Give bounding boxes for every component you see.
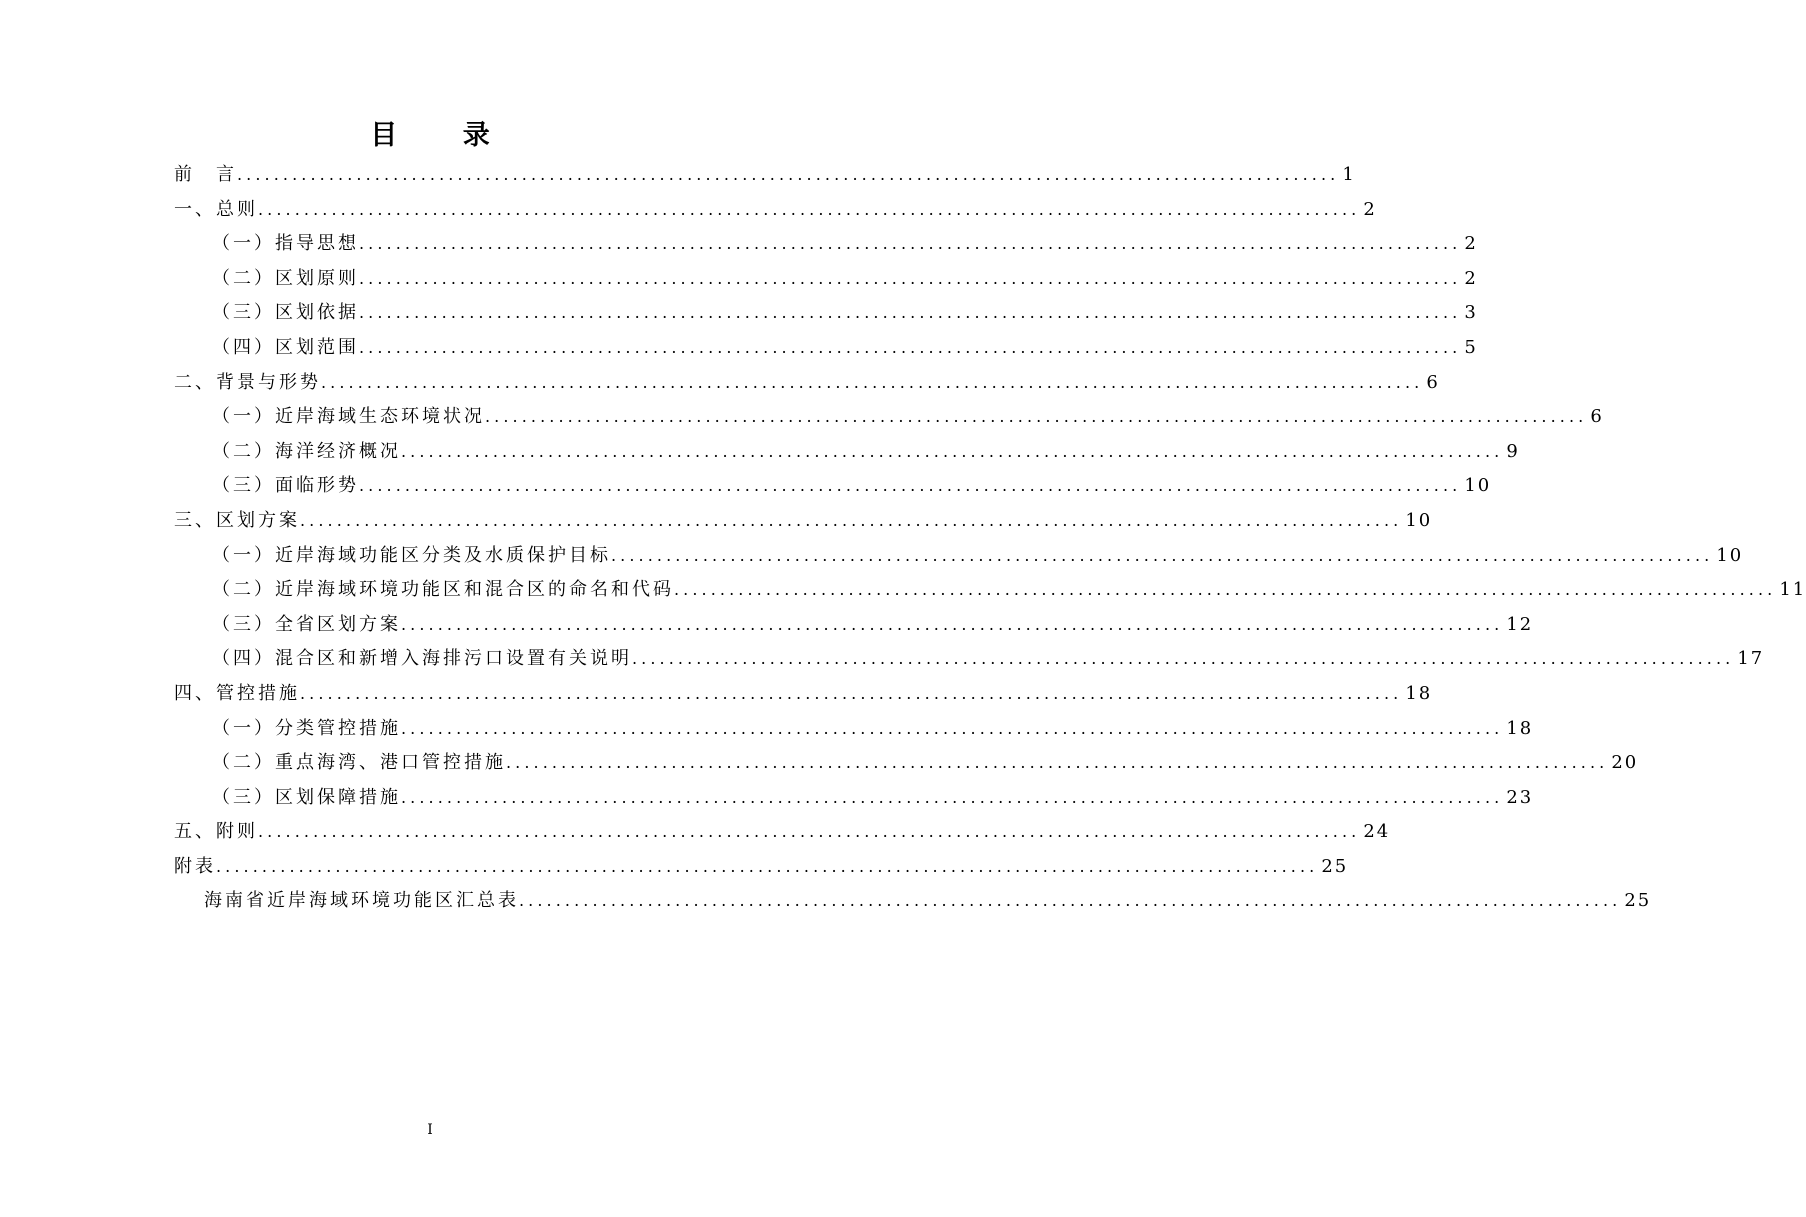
toc-entry-label: 四、管控措施 [174,682,300,704]
toc-entry[interactable] [174,469,1492,504]
toc-entry-label: （三）面临形势 [212,475,359,497]
toc-entry[interactable] [174,608,1534,643]
toc-entry-page: 2 [1464,233,1478,255]
dot-leader: ........................................................................................................................ [401,787,1504,807]
toc-entry-label: （一）指导思想 [212,233,359,255]
dot-leader: ........................................................................................................................ [300,510,1403,530]
toc-entry-page: 6 [1590,406,1604,428]
toc-entry[interactable] [174,712,1534,747]
toc-entry[interactable] [174,366,1440,401]
toc-entry-label: 附表 [174,855,216,877]
toc-entry[interactable] [174,746,1639,781]
toc-entry[interactable] [174,781,1534,816]
dot-leader: ........................................................................................................................ [216,856,1319,876]
toc-entry-page: 10 [1464,475,1492,497]
toc-entry-label: （一）分类管控措施 [212,717,401,739]
toc-entry[interactable] [174,435,1520,470]
toc-entry-page: 25 [1624,890,1652,912]
toc-entry[interactable] [174,227,1478,262]
dot-leader: ........................................................................................................................ [401,614,1504,634]
dot-leader: ........................................................................................................................ [485,407,1588,427]
toc-entry-page: 11 [1779,579,1806,601]
toc-entry[interactable] [174,193,1377,228]
dot-leader: ........................................................................................................................ [321,372,1424,392]
toc-entry-page: 18 [1506,717,1534,739]
toc-entry[interactable] [174,884,1652,919]
toc-entry-page: 2 [1464,267,1478,289]
dot-leader: ........................................................................................................................ [611,545,1714,565]
toc-entry-page: 2 [1363,198,1377,220]
dot-leader: ........................................................................................................................ [300,683,1403,703]
toc-entry-label: （四）混合区和新增入海排污口设置有关说明 [212,648,632,670]
toc-entry-label: 二、背景与形势 [174,371,321,393]
toc-entry[interactable] [174,815,1391,850]
dot-leader: ........................................................................................................................ [359,234,1462,254]
dot-leader: ........................................................................................................................ [237,165,1340,184]
toc-entry-label: （二）海洋经济概况 [212,440,401,462]
toc-entry-page: 23 [1506,786,1534,808]
toc-entry-label: （三）全省区划方案 [212,613,401,635]
dot-leader: ........................................................................................................................ [506,753,1609,773]
toc-entry-label: （三）区划依据 [212,302,359,324]
toc-entry-page: 24 [1363,821,1391,843]
toc-entry-label: （一）近岸海域功能区分类及水质保护目标 [212,544,611,566]
toc-entry-page: 6 [1426,371,1440,393]
toc-entry[interactable] [174,504,1433,539]
toc-entry[interactable] [174,296,1478,331]
dot-leader: ........................................................................................................................ [401,718,1504,738]
toc-entry[interactable] [174,262,1478,297]
toc-title: 目 录 [370,120,518,151]
toc-entry-label: （二）近岸海域环境功能区和混合区的命名和代码 [212,579,674,601]
toc-entry-label: 一、总则 [174,198,258,220]
dot-leader: ........................................................................................................................ [359,268,1462,288]
dot-leader: ........................................................................................................................ [258,199,1361,219]
toc-entry[interactable] [174,850,1349,885]
toc-entry-page: 20 [1611,752,1639,774]
toc-entry-page: 17 [1737,648,1765,670]
toc-entry-label: （二）区划原则 [212,267,359,289]
toc-entry[interactable] [174,677,1433,712]
toc-entry-page: 25 [1321,855,1349,877]
dot-leader: ........................................................................................................................ [632,649,1735,669]
toc-entry[interactable] [174,539,1744,574]
toc-entry[interactable] [174,331,1478,366]
dot-leader: ........................................................................................................................ [359,303,1462,323]
toc-entry-page: 5 [1464,336,1478,358]
dot-leader: ........................................................................................................................ [401,441,1504,461]
toc-entry[interactable] [174,400,1604,435]
toc-entry-page: 12 [1506,613,1534,635]
toc-entry-label: （二）重点海湾、港口管控措施 [212,752,506,774]
table-of-contents [174,158,1806,919]
toc-entry-page: 9 [1506,440,1520,462]
toc-entry[interactable] [174,158,1356,193]
toc-entry-label: 海南省近岸海域环境功能区汇总表 [204,890,519,912]
dot-leader: ........................................................................................................................ [519,891,1622,911]
dot-leader: ........................................................................................................................ [674,580,1777,600]
toc-entry[interactable] [174,642,1765,677]
toc-entry-page: 1 [1342,164,1356,185]
dot-leader: ........................................................................................................................ [359,476,1462,496]
toc-entry-label: （一）近岸海域生态环境状况 [212,406,485,428]
toc-entry-label: 五、附则 [174,821,258,843]
toc-entry-page: 10 [1716,544,1744,566]
dot-leader: ........................................................................................................................ [359,337,1462,357]
toc-entry-label: （四）区划范围 [212,336,359,358]
toc-entry-label: 三、区划方案 [174,509,300,531]
page-number: I [427,1122,433,1138]
toc-entry-page: 18 [1405,682,1433,704]
toc-entry-page: 3 [1464,302,1478,324]
toc-entry-label: （三）区划保障措施 [212,786,401,808]
toc-entry-page: 10 [1405,509,1433,531]
toc-entry[interactable] [174,573,1806,608]
toc-entry-label: 前 言 [174,164,237,185]
dot-leader: ........................................................................................................................ [258,822,1361,842]
